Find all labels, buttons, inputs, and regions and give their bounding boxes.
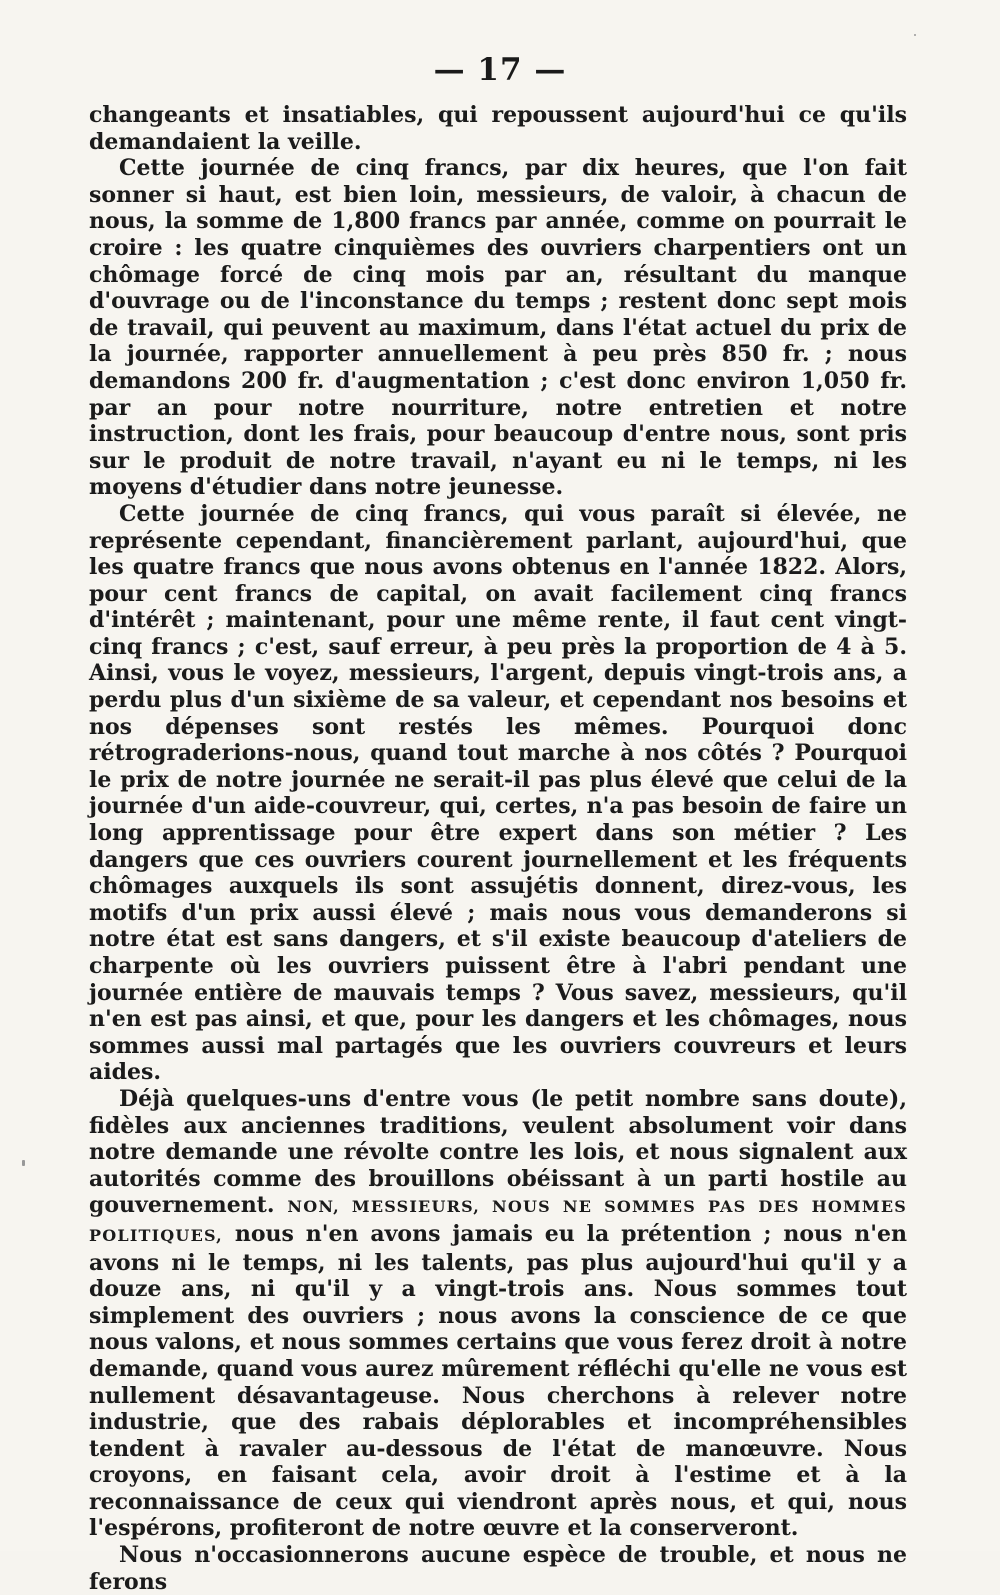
page-number: — 17 — <box>433 52 567 88</box>
page-body-text <box>89 102 907 1595</box>
paper-speck <box>914 34 916 36</box>
paragraph-journee-salary: Cette journée de cinq francs, par dix heures, que l'on fait sonner si haut, est bien loin, messieurs, de valoir, à chacun de nous, la somme de 1,800 francs par année, comme on pourrait le croire : les quatre cinquièmes des ouvriers charpentiers ont un chômage forcé de cinq mois par an, résultant du manque d'ouvrage ou de l'inconstance du temps ; restent donc sept mois de travail, qui peuvent au maximum, dans l'état actuel du prix de la journée, rapporter annuellement à peu près 850 fr. ; nous demandons 200 fr. d'augmentation ; c'est donc environ 1,050 fr. par an pour notre nourriture, notre entretien et notre instruction, dont les frais, pour beaucoup d'entre nous, sont pris sur le produit de notre travail, n'ayant eu ni le temps, ni les moyens d'étudier dans notre jeunesse. <box>89 155 907 501</box>
paragraph-text-after: nous n'en avons jamais eu la prétention ; nous n'en avons ni le temps, ni les talents, pas plus aujourd'hui qu'il y a douze ans, ni qu'il y a vingt-trois ans. Nous sommes tout simplement des ouvriers ; nous avons la conscience de ce que nous valons, et nous sommes certains que vous ferez droit à notre demande, quand vous aurez mûrement réfléchi qu'elle ne vous est nullement désavantageuse. Nous cherchons à relever notre industrie, que des rabais déplorables et incompréhensibles tendent à ravaler au-dessous de l'état de manœuvre. Nous croyons, en faisant cela, avoir droit à l'estime et à la reconnaissance de ceux qui viendront après nous, et qui, nous l'espérons, profiteront de notre œuvre et la conserveront. <box>89 1220 907 1542</box>
paragraph-text-before: Déjà quelques-uns d'entre vous (le petit nombre sans doute), fidèles aux anciennes traditions, veulent absolument voir dans notre demande une révolte contre les lois, et nous signalent aux autorités comme des brouillons obéissant à un parti hostile au gouvernement. <box>89 1085 907 1219</box>
paragraph-continuation: changeants et insatiables, qui repoussent aujourd'hui ce qu'ils demandaient la veille. <box>89 102 907 155</box>
paragraph-no-trouble: Nous n'occasionnerons aucune espèce de trouble, et nous ne ferons <box>89 1542 907 1595</box>
paragraph-journee-value: Cette journée de cinq francs, qui vous paraît si élevée, ne représente cependant, financièrement parlant, aujourd'hui, que les quatre francs que nous avons obtenus en l'année 1822. Alors, pour cent francs de capital, on avait facilement cinq francs d'intérêt ; maintenant, pour une même rente, il faut cent vingt-cinq francs ; c'est, sauf erreur, à peu près la proportion de 4 à 5. Ainsi, vous le voyez, messieurs, l'argent, depuis vingt-trois ans, a perdu plus d'un sixième de sa valeur, et cependant nos besoins et nos dépenses sont restés les mêmes. Pourquoi donc rétrograderions-nous, quand tout marche à nos côtés ? Pourquoi le prix de notre journée ne serait-il pas plus élevé que celui de la journée d'un aide-couvreur, qui, certes, n'a pas besoin de faire un long apprentissage pour être expert dans son métier ? Les dangers que ces ouvriers courent journellement et les fréquents chômages auxquels ils sont assujétis donnent, direz-vous, les motifs d'un prix aussi élevé ; mais nous vous demanderons si notre état est sans dangers, et s'il existe beaucoup d'ateliers de charpente où les ouvriers puissent être à l'abri pendant une journée entière de mauvais temps ? Vous savez, messieurs, qu'il n'en est pas ainsi, et que, pour les dangers et les chômages, nous sommes aussi mal partagés que les ouvriers couvreurs et leurs aides. <box>89 500 907 1086</box>
emphasis-not-politicians: NON, MESSIEURS, NOUS NE SOMMES PAS DES HOMMES POLITIQUES, <box>89 1197 907 1245</box>
paper-speck <box>22 1160 25 1166</box>
paragraph-not-politicians <box>89 1086 907 1542</box>
